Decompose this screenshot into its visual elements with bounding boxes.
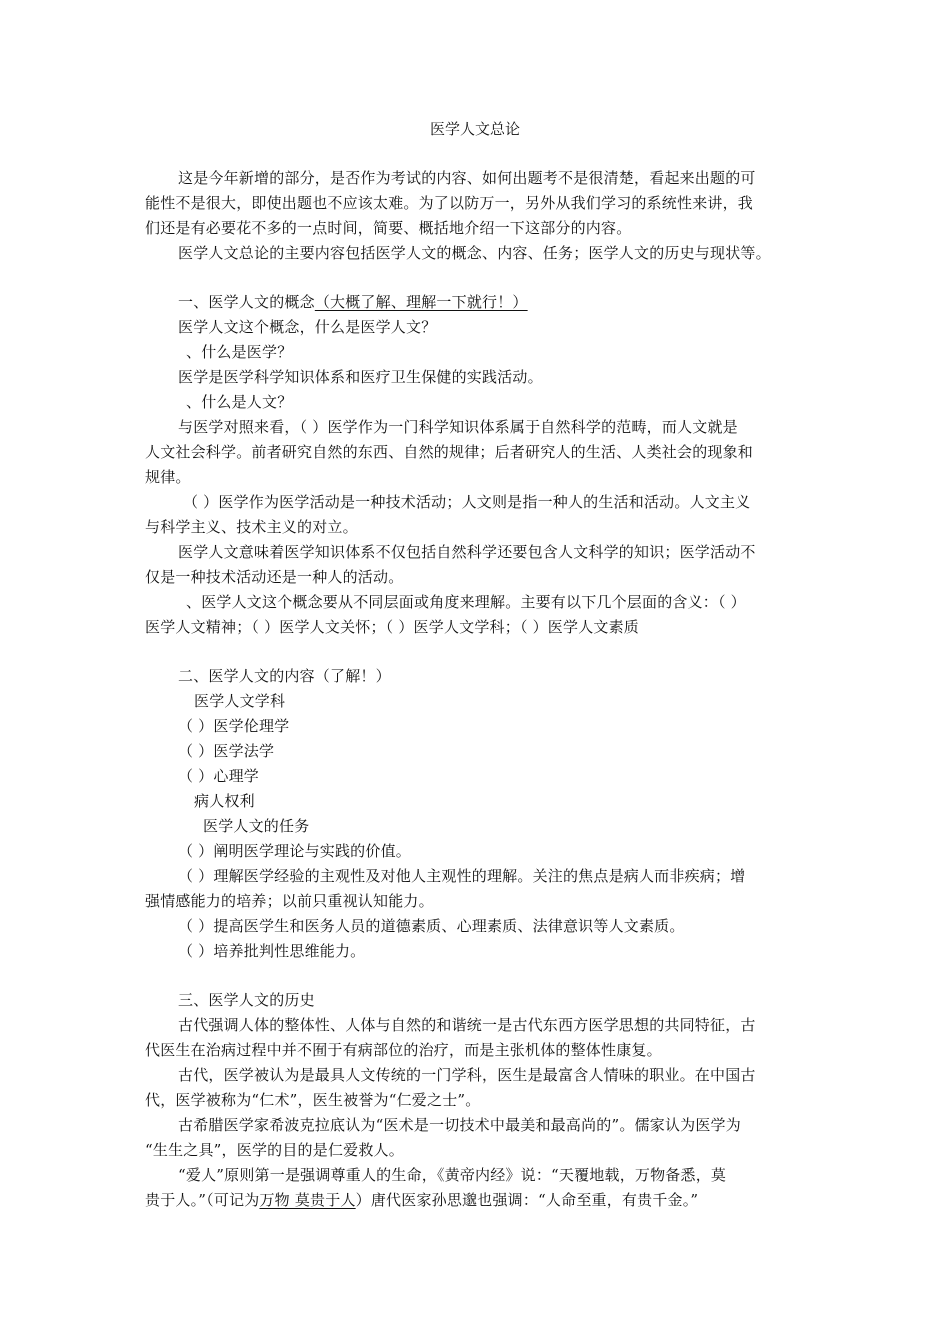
paragraph-line: 规律。 <box>145 468 191 486</box>
subheading: 病人权利 <box>194 792 255 810</box>
list-item: （ ）医学伦理学 <box>178 717 290 735</box>
paragraph-line: 人文社会科学。前者研究自然的东西、自然的规律；后者研究人的生活、人类社会的现象和 <box>145 443 754 461</box>
section-heading: 二、医学人文的内容（了解！） <box>178 667 391 685</box>
list-item: （ ）阐明医学理论与实践的价值。 <box>178 842 411 860</box>
paragraph-line: 仅是一种技术活动还是一种人的活动。 <box>145 568 404 586</box>
paragraph-line <box>145 1188 698 1213</box>
paragraph-line: 医学是医学科学知识体系和医疗卫生保健的实践活动。 <box>178 368 543 386</box>
paragraph-line: 代医生在治病过程中并不囿于有病部位的治疗，而是主张机体的整体性康复。 <box>145 1041 662 1059</box>
paragraph-line: 与医学对照来看，（ ）医学作为一门科学知识体系属于自然科学的范畴，而人文就是 <box>178 418 738 436</box>
underlined-phrase: 万物 莫贵于人 <box>259 1191 356 1209</box>
paragraph-line: （ ）医学作为医学活动是一种技术活动；人文则是指一种人的生活和活动。人文主义 <box>183 493 751 511</box>
paragraph-line: 们还是有必要花不多的一点时间，简要、概括地介绍一下这部分的内容。 <box>145 219 632 237</box>
text-run: 贵于人。”（可记为 <box>145 1191 260 1209</box>
paragraph-line: 古代强调人体的整体性、人体与自然的和谐统一是古代东西方医学思想的共同特征，古 <box>178 1016 756 1034</box>
paragraph-line: 与科学主义、技术主义的对立。 <box>145 518 358 536</box>
list-item: （ ）医学法学 <box>178 742 275 760</box>
underlined-note: （大概了解、理解一下就行！） <box>314 293 528 311</box>
paragraph-line: 古希腊医学家希波克拉底认为“医术是一切技术中最美和最高尚的”。儒家认为医学为 <box>178 1116 741 1134</box>
paragraph-line: 强情感能力的培养；以前只重视认知能力。 <box>145 892 434 910</box>
list-item: （ ）理解医学经验的主观性及对他人主观性的理解。关注的焦点是病人而非疾病；增 <box>178 867 746 885</box>
paragraph-line: 、医学人文这个概念要从不同层面或角度来理解。主要有以下几个层面的含义：（ ） <box>186 593 746 611</box>
document-title: 医学人文总论 <box>429 120 520 138</box>
paragraph-line: “爱人”原则第一是强调尊重人的生命，《黄帝内经》说：“天覆地载，万物备悉，莫 <box>178 1166 727 1184</box>
subheading: 医学人文的任务 <box>203 817 310 835</box>
paragraph-line: 能性不是很大，即使出题也不应该太难。为了以防万一，另外从我们学习的系统性来讲，我 <box>145 194 754 212</box>
list-item: （ ）心理学 <box>178 767 259 785</box>
paragraph-line: 医学人文总论的主要内容包括医学人文的概念、内容、任务；医学人文的历史与现状等。 <box>178 244 771 262</box>
paragraph-line: 、什么是人文？ <box>186 393 293 411</box>
section-heading-text: 一、医学人文的概念 <box>178 293 315 311</box>
paragraph-line: “生生之具”，医学的目的是仁爱救人。 <box>145 1141 404 1159</box>
paragraph-line: 医学人文精神；（ ）医学人文关怀；（ ）医学人文学科；（ ）医学人文素质 <box>145 618 640 636</box>
paragraph-line: 古代，医学被认为是最具人文传统的一门学科，医生是最富含人情味的职业。在中国古 <box>178 1066 756 1084</box>
list-item: （ ）提高医学生和医务人员的道德素质、心理素质、法律意识等人文素质。 <box>178 917 685 935</box>
list-item: （ ）培养批判性思维能力。 <box>178 942 366 960</box>
section-heading <box>178 290 528 315</box>
paragraph-line: 代，医学被称为“仁术”，医生被誉为“仁爱之士”。 <box>145 1091 481 1109</box>
paragraph-line: 这是今年新增的部分，是否作为考试的内容、如何出题考不是很清楚，看起来出题的可 <box>178 169 756 187</box>
paragraph-line: 、什么是医学？ <box>186 343 293 361</box>
paragraph-line: 医学人文这个概念，什么是医学人文？ <box>178 318 437 336</box>
text-run: ）唐代医家孙思邈也强调：“人命至重，有贵千金。” <box>355 1191 699 1209</box>
paragraph-line: 医学人文意味着医学知识体系不仅包括自然科学还要包含人文科学的知识；医学活动不 <box>178 543 756 561</box>
section-heading: 三、医学人文的历史 <box>178 991 315 1009</box>
subheading: 医学人文学科 <box>194 692 286 710</box>
